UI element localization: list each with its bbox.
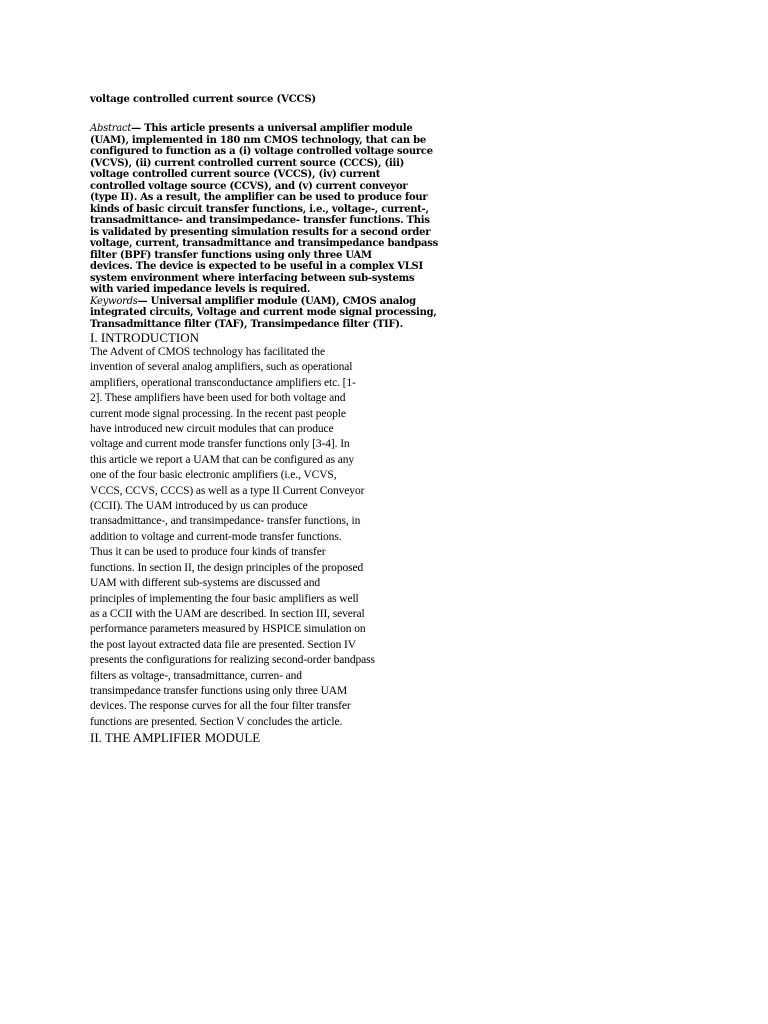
abstract-line: filter (BPF) transfer functions using only three UAM <box>90 249 372 261</box>
introduction-line: functions are presented. Section V concludes the article. <box>90 715 343 728</box>
amplifier-module-heading: II. THE AMPLIFIER MODULE <box>90 730 261 746</box>
introduction-line: 2]. These amplifiers have been used for both voltage and <box>90 392 346 405</box>
introduction-line: the post layout extracted data file are presented. Section IV <box>90 638 356 651</box>
introduction-line: transimpedance transfer functions using only three UAM <box>90 684 348 697</box>
abstract-line: kinds of basic circuit transfer functions, i.e., voltage-, current-, <box>90 203 429 215</box>
abstract-line: (UAM), implemented in 180 nm CMOS technology, that can be <box>90 134 427 146</box>
document-title: voltage controlled current source (VCCS) <box>90 94 316 105</box>
introduction-line: performance parameters measured by HSPICE simulation on <box>90 623 366 636</box>
document-content <box>90 93 438 746</box>
introduction-line: (CCII). The UAM introduced by us can produce <box>90 500 308 513</box>
abstract-block <box>90 123 438 296</box>
abstract-line: configured to function as a (i) voltage controlled voltage source <box>90 146 433 157</box>
abstract-line: (VCVS), (ii) current controlled current source (CCCS), (iii) <box>90 157 405 169</box>
introduction-line: presents the configurations for realizing second-order bandpass <box>90 654 375 667</box>
abstract-line: is validated by presenting simulation results for a second order <box>90 226 431 238</box>
abstract-text: — This article presents a universal amplifier module <box>131 123 413 134</box>
keywords-block <box>90 295 437 331</box>
introduction-body <box>90 345 420 730</box>
introduction-line: invention of several analog amplifiers, such as operational <box>90 361 353 374</box>
introduction-line: The Advent of CMOS technology has facilitated the <box>90 346 325 358</box>
abstract-line: voltage controlled current source (VCCS), (iv) current <box>90 169 381 180</box>
introduction-line: principles of implementing the four basic amplifiers as well <box>90 592 359 605</box>
abstract-line <box>90 123 420 135</box>
abstract-line: devices. The device is expected to be useful in a complex VLSI <box>90 261 423 272</box>
keywords-label: Keywords <box>90 295 138 307</box>
introduction-line: filters as voltage-, transadmittance, curren- and <box>90 669 302 682</box>
introduction-line: one of the four basic electronic amplifiers (i.e., VCVS, <box>90 469 337 482</box>
abstract-line: controlled voltage source (CCVS), and (v) current conveyor <box>90 180 408 192</box>
keywords-line <box>90 296 420 308</box>
introduction-line: transadmittance-, and transimpedance- transfer functions, in <box>90 515 361 528</box>
keywords-line: Transadmittance filter (TAF), Transimpedance filter (TIF). <box>90 318 404 330</box>
introduction-line: have introduced new circuit modules that can produce <box>90 423 334 436</box>
introduction-line: VCCS, CCVS, CCCS) as well as a type II Current Conveyor <box>90 484 365 497</box>
introduction-line: UAM with different sub-systems are discussed and <box>90 577 321 590</box>
introduction-line: addition to voltage and current-mode transfer functions. <box>90 530 342 543</box>
abstract-line: with varied impedance levels is required. <box>90 284 311 295</box>
abstract-line: system environment where interfacing between sub-systems <box>90 272 415 284</box>
introduction-line: amplifiers, operational transconductance amplifiers etc. [1- <box>90 376 356 389</box>
introduction-heading: I. INTRODUCTION <box>90 330 200 345</box>
abstract-line: (type II). As a result, the amplifier can be used to produce four <box>90 192 428 203</box>
introduction-line: current mode signal processing. In the recent past people <box>90 407 346 420</box>
keywords-line: integrated circuits, Voltage and current mode signal processing, <box>90 307 437 318</box>
introduction-line: this article we report a UAM that can be configured as any <box>90 453 355 466</box>
introduction-line: voltage and current mode transfer functions only [3-4]. In <box>90 438 350 451</box>
introduction-line: as a CCII with the UAM are described. In section III, several <box>90 607 365 620</box>
introduction-line: functions. In section II, the design principles of the proposed <box>90 561 364 574</box>
introduction-line: devices. The response curves for all the four filter transfer <box>90 700 351 713</box>
abstract-line: voltage, current, transadmittance and transimpedance bandpass <box>90 238 438 249</box>
introduction-line: Thus it can be used to produce four kinds of transfer <box>90 546 326 559</box>
abstract-label: Abstract <box>90 123 132 134</box>
abstract-line: transadmittance- and transimpedance- transfer functions. This <box>90 215 430 226</box>
keywords-text: — Universal amplifier module (UAM), CMOS analog <box>137 295 416 307</box>
